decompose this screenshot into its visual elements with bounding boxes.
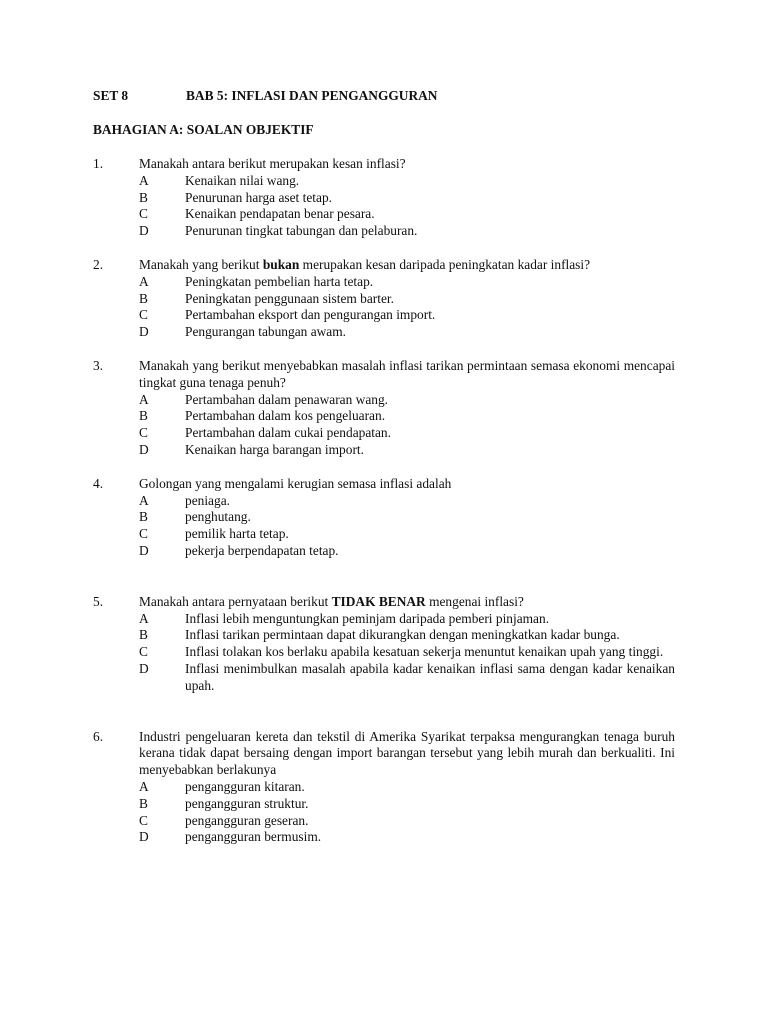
option-text: pekerja berpendapatan tetap.	[185, 542, 339, 558]
option-text: Kenaikan harga barangan import.	[185, 441, 364, 457]
option-letter: B	[139, 189, 148, 205]
answer-option	[139, 324, 675, 341]
answer-option	[139, 392, 675, 409]
worksheet-page	[93, 88, 675, 846]
answer-option	[139, 611, 675, 628]
option-text: Kenaikan pendapatan benar pesara.	[185, 206, 375, 222]
question-number: 2.	[93, 256, 104, 272]
option-letter: D	[139, 324, 149, 340]
question-number: 5.	[93, 593, 104, 609]
answer-option	[139, 509, 675, 526]
question-stem	[139, 156, 675, 173]
worksheet-header	[93, 88, 675, 105]
option-text: Pengurangan tabungan awam.	[185, 324, 347, 340]
question-number: 1.	[93, 156, 104, 171]
answer-option	[139, 291, 675, 308]
option-text: penghutang.	[185, 509, 251, 525]
answer-option	[139, 307, 675, 324]
option-letter: D	[139, 441, 149, 457]
question-stem-text: Manakah antara berikut merupakan kesan inflasi?	[139, 156, 406, 171]
question-body	[139, 729, 675, 847]
option-letter: D	[139, 542, 149, 558]
answer-option	[139, 813, 675, 830]
answer-option	[139, 274, 675, 291]
option-text: Penurunan tingkat tabungan dan pelaburan.	[185, 223, 418, 239]
answer-option	[139, 627, 675, 644]
answer-option	[139, 543, 675, 560]
question-body	[139, 358, 675, 459]
chapter-title: BAB 5: INFLASI DAN PENGANGGURAN	[186, 88, 438, 103]
option-letter: B	[139, 509, 148, 525]
question-number: 4.	[93, 475, 104, 491]
option-letter: B	[139, 627, 148, 643]
question-5	[93, 594, 675, 695]
option-text: Inflasi lebih menguntungkan peminjam daripada pemberi pinjaman.	[185, 610, 550, 626]
answer-option	[139, 829, 675, 846]
question-list	[93, 156, 675, 846]
question-number: 3.	[93, 357, 104, 373]
question-stem-text: Manakah yang berikut menyebabkan masalah inflasi tarikan permintaan semasa ekonomi mencapai tingkat guna tenaga penuh?	[139, 357, 675, 390]
option-text: pengangguran bermusim.	[185, 829, 322, 845]
option-text: pemilik harta tetap.	[185, 526, 289, 542]
answer-option	[139, 173, 675, 190]
option-text: Peningkatan penggunaan sistem barter.	[185, 290, 394, 306]
option-letter: D	[139, 660, 149, 676]
answer-option	[139, 796, 675, 813]
option-letter: A	[139, 391, 149, 407]
option-letter: C	[139, 812, 148, 828]
question-stem	[139, 358, 675, 392]
answer-option	[139, 661, 675, 695]
section-title: BAHAGIAN A: SOALAN OBJEKTIF	[93, 122, 314, 137]
option-text: Peningkatan pembelian harta tetap.	[185, 273, 374, 289]
option-letter: B	[139, 408, 148, 424]
question-stem-text: Industri pengeluaran kereta dan tekstil di Amerika Syarikat terpaksa mengurangkan tenaga buruh kerana tidak dapat bersaing dengan import barangan tersebut yang lebih murah dan berkualiti. Ini menyebabkan berlakunya	[139, 728, 675, 778]
option-letter: C	[139, 425, 148, 441]
answer-option	[139, 408, 675, 425]
option-letter: A	[139, 610, 149, 626]
answer-option	[139, 493, 675, 510]
question-stem-emphasis: bukan	[262, 256, 300, 272]
answer-option	[139, 206, 675, 223]
answer-option	[139, 779, 675, 796]
option-letter: C	[139, 526, 148, 542]
question-stem	[139, 257, 675, 274]
question-stem	[139, 594, 675, 611]
option-letter: A	[139, 273, 149, 289]
option-text: pengangguran geseran.	[185, 812, 309, 828]
option-text: Inflasi menimbulkan masalah apabila kadar kenaikan inflasi sama dengan kadar kenaikan upah.	[185, 660, 675, 693]
option-text: Inflasi tarikan permintaan dapat dikurangkan dengan meningkatkan kadar bunga.	[185, 627, 620, 643]
question-number: 6.	[93, 728, 104, 744]
question-body	[139, 257, 675, 341]
option-letter: D	[139, 223, 149, 239]
answer-option	[139, 644, 675, 661]
option-text: peniaga.	[185, 492, 230, 508]
question-2	[93, 257, 675, 341]
option-text: Inflasi tolakan kos berlaku apabila kesatuan sekerja menuntut kenaikan upah yang tinggi.	[185, 644, 664, 660]
option-text: Kenaikan nilai wang.	[185, 172, 300, 188]
question-stem-text: merupakan kesan daripada peningkatan kadar inflasi?	[299, 256, 591, 272]
question-stem-text: Manakah yang berikut	[139, 256, 263, 272]
option-text: pengangguran struktur.	[185, 795, 309, 811]
question-body	[139, 594, 675, 695]
option-text: Pertambahan eksport dan pengurangan import.	[185, 307, 436, 323]
question-body	[139, 476, 675, 560]
option-text: Pertambahan dalam kos pengeluaran.	[185, 408, 386, 424]
option-letter: B	[139, 290, 148, 306]
option-text: pengangguran kitaran.	[185, 778, 305, 794]
question-4	[93, 476, 675, 560]
option-text: Penurunan harga aset tetap.	[185, 189, 332, 205]
question-stem-text: mengenai inflasi?	[425, 593, 524, 609]
question-stem-emphasis: TIDAK BENAR	[331, 593, 426, 609]
answer-option	[139, 442, 675, 459]
question-stem-text: Golongan yang mengalami kerugian semasa inflasi adalah	[139, 475, 452, 491]
set-label: SET 8	[93, 88, 129, 103]
option-letter: C	[139, 307, 148, 323]
option-letter: C	[139, 644, 148, 660]
answer-option	[139, 526, 675, 543]
question-body	[139, 156, 675, 240]
question-stem	[139, 476, 675, 493]
option-text: Pertambahan dalam penawaran wang.	[185, 391, 389, 407]
option-letter: D	[139, 829, 149, 845]
option-letter: B	[139, 795, 148, 811]
question-stem-text: Manakah antara pernyataan berikut	[139, 593, 332, 609]
option-letter: A	[139, 172, 149, 188]
option-letter: A	[139, 778, 149, 794]
question-6	[93, 729, 675, 847]
option-text: Pertambahan dalam cukai pendapatan.	[185, 425, 391, 441]
question-stem	[139, 729, 675, 779]
option-letter: A	[139, 492, 149, 508]
answer-option	[139, 425, 675, 442]
question-1	[93, 156, 675, 240]
answer-option	[139, 190, 675, 207]
option-letter: C	[139, 206, 148, 222]
question-3	[93, 358, 675, 459]
answer-option	[139, 223, 675, 240]
